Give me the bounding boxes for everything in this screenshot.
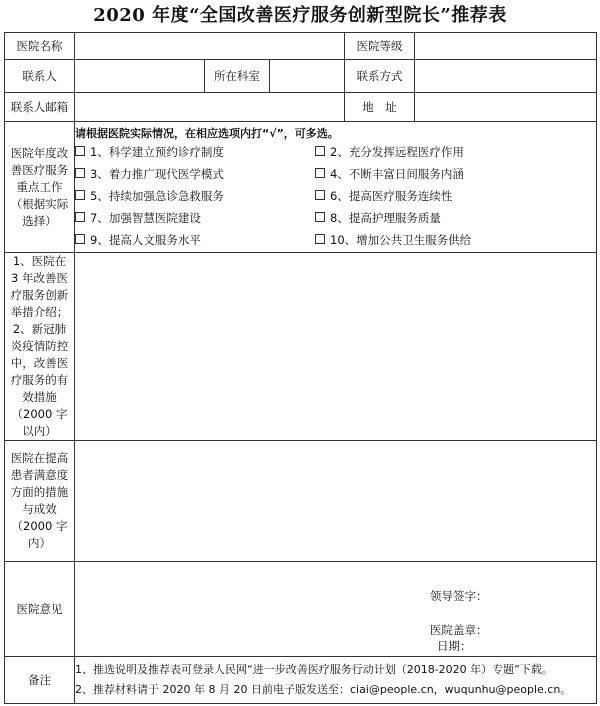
contact-email-label: 联系人邮箱 (5, 93, 75, 122)
option-label: 5、持续加强急诊急救服务 (90, 188, 224, 203)
checkbox[interactable] (75, 146, 85, 156)
label-line: 炎疫情防控 (10, 339, 69, 353)
label-line: （根据实际 (10, 196, 69, 211)
checkbox[interactable] (75, 234, 85, 244)
label-line: 中，改善医 (10, 356, 69, 370)
notes-label: 备注 (5, 657, 75, 704)
department-field[interactable] (270, 60, 345, 93)
satisfaction-field[interactable] (75, 441, 597, 562)
checkbox[interactable] (75, 190, 85, 200)
priority-option[interactable] (315, 233, 555, 248)
option-label: 2、充分发挥远程医疗作用 (330, 144, 464, 159)
label-line: 患者满意度 (10, 468, 69, 482)
option-label: 7、加强智慧医院建设 (90, 210, 201, 225)
form-title: 2020 年度“全国改善医疗服务创新型院长”推荐表 (93, 5, 507, 26)
opinion-field[interactable] (75, 562, 597, 657)
label-line: 与成效 (22, 502, 57, 516)
label-line: 1、医院在 (12, 254, 67, 268)
priority-option[interactable] (75, 145, 315, 160)
checkbox[interactable] (75, 212, 85, 222)
label-line: 选择） (22, 213, 57, 228)
label-line: （2000 字 (11, 407, 68, 421)
date-label: 日期： (437, 639, 472, 653)
hospital-name-label: 医院名称 (5, 33, 75, 60)
label-line: 医院在提高 (10, 451, 69, 465)
label-line: 2、新冠肺 (12, 322, 67, 336)
checkbox[interactable] (315, 146, 325, 156)
label-line: 方面的措施 (10, 485, 69, 499)
leader-signature-label: 领导签字： (430, 589, 488, 603)
option-label: 8、提高护理服务质量 (330, 210, 441, 225)
priority-options-grid (75, 145, 596, 248)
option-label: 9、提高人文服务水平 (90, 232, 201, 247)
address-label: 地 址 (345, 93, 415, 122)
priority-option[interactable] (75, 167, 315, 182)
label-line: 重点工作 (16, 179, 63, 194)
priority-option[interactable] (75, 233, 315, 248)
contact-person-field[interactable] (75, 60, 205, 93)
priority-instruction: 请根据医院实际情况，在相应选项内打“√”，可多选。 (75, 126, 339, 140)
label-line: 举措介绍； (10, 305, 69, 319)
label-line: 善医疗服务 (10, 162, 69, 177)
label-line: 疗服务创新 (10, 288, 69, 302)
note-line: 1、推选说明及推荐表可登录人民网“进一步改善医疗服务行动计划（2018-2020 年）专题”下载。 (75, 663, 553, 676)
priority-option[interactable] (75, 211, 315, 226)
option-label: 3、着力推广现代医学模式 (90, 166, 224, 181)
hospital-name-field[interactable] (75, 33, 345, 60)
label-line: 效措施 (22, 390, 57, 404)
department-label: 所在科室 (205, 60, 270, 93)
priority-option[interactable] (315, 145, 555, 160)
option-label: 10、增加公共卫生服务供给 (330, 232, 472, 247)
opinion-label: 医院意见 (5, 562, 75, 657)
hospital-level-field[interactable] (415, 33, 597, 60)
priority-work-label (5, 122, 75, 253)
hospital-level-label: 医院等级 (345, 33, 415, 60)
priority-options-cell (75, 122, 597, 253)
checkbox[interactable] (315, 168, 325, 178)
checkbox[interactable] (315, 190, 325, 200)
option-label: 1、科学建立预约诊疗制度 (90, 144, 224, 159)
address-field[interactable] (415, 93, 597, 122)
priority-option[interactable] (315, 189, 555, 204)
measures-label (5, 253, 75, 441)
note-line: 2、推荐材料请于 2020 年 8 月 20 日前电子版发送至：ciai@people.cn，wuqunhu@people.cn。 (75, 683, 572, 696)
contact-method-label: 联系方式 (345, 60, 415, 93)
checkbox[interactable] (315, 212, 325, 222)
priority-option[interactable] (315, 167, 555, 182)
label-line: 以内） (22, 424, 57, 438)
priority-option[interactable] (75, 189, 315, 204)
label-line: 3 年改善医 (11, 271, 68, 285)
checkbox[interactable] (75, 168, 85, 178)
notes-cell (75, 657, 597, 704)
contact-person-label: 联系人 (5, 60, 75, 93)
contact-email-field[interactable] (75, 93, 345, 122)
satisfaction-label (5, 441, 75, 562)
measures-field[interactable] (75, 253, 597, 441)
label-line: 内） (28, 536, 51, 550)
label-line: 医院年度改 (10, 145, 69, 160)
priority-option[interactable] (315, 211, 555, 226)
hospital-seal-label: 医院盖章： (430, 623, 488, 637)
contact-method-field[interactable] (415, 60, 597, 93)
option-label: 6、提高医疗服务连续性 (330, 188, 453, 203)
option-label: 4、不断丰富日间服务内涵 (330, 166, 464, 181)
label-line: 疗服务的有 (10, 373, 69, 387)
recommendation-form (4, 32, 597, 704)
checkbox[interactable] (315, 234, 325, 244)
label-line: （2000 字 (11, 519, 68, 533)
